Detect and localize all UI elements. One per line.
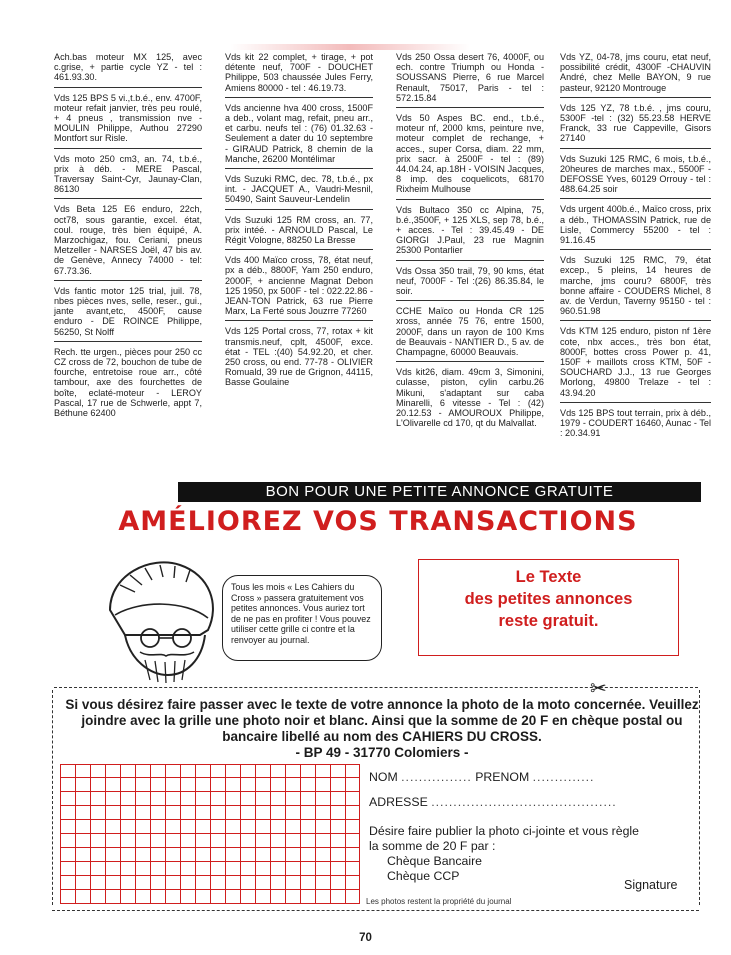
classified-ad: Vds urgent 400b.é., Maïco cross, prix a déb., THOMASSIN Patrick, rue de Lisle, Commercy 55200 - tel : 91.16.45 (560, 204, 711, 250)
coupon-heading: AMÉLIOREZ VOS TRANSACTIONS (118, 506, 638, 537)
prenom-label: PRENOM (475, 770, 530, 784)
classified-ad: CCHE Maïco ou Honda CR 125 xross, année 75 76, entre 1500, 2000F, dans un rayon de 100 Kms de Beauvais - NANTIER D., 5 av. de Champagne, 60000 Beauvais. (396, 306, 544, 362)
order-form (369, 770, 699, 884)
address-row (369, 795, 699, 810)
publish-line-2: la somme de 20 F par : (369, 839, 496, 853)
classified-ad: Vds Ossa 350 trail, 79, 90 kms, état neuf, 7000F - Tel :(26) 86.35.84, le soir. (396, 266, 544, 302)
name-row (369, 770, 699, 785)
classified-ad: Vds 125 BPS 5 vi.,t.b.é., env. 4700F, moteur refait janvier, très peu roulé, + 4 pneus , transmission nve - MOULIN Philippe, Authou 27290 Montfort sur Risle. (54, 93, 202, 149)
notice-line-1: Le Texte (515, 568, 582, 586)
adresse-field[interactable]: .......................................... (431, 795, 617, 809)
classified-ad: Vds Suzuki 125 RMC, 79, état excep., 5 pleins, 14 heures de marche, jms couru? 6800F, très bonne affaire - COUDERS Michel, 8 av. de Verdun, Taverny 95150 - tel : 960.51.98 (560, 255, 711, 321)
notice-line-2: des petites annonces (464, 590, 633, 608)
free-ad-notice (418, 559, 679, 656)
photo-instructions (64, 697, 700, 761)
classified-ad: Vds kit26, diam. 49cm 3, Simonini, culasse, piston, cylin carbu.26 Mikuni, s'adaptant sur caba Minarelli, 6 vitesse - Tel : (42) 20.12.53 - AMOUROUX Philippe, L'Olivarelle cd 170, qt du Malvallat. (396, 367, 544, 429)
classified-ad: Vds Suzuki RMC, dec. 78, t.b.é., px int. - JACQUET A., Vaudri-Mesnil, 50490, Saint Sauveur-Lendelin (225, 174, 373, 210)
coupon-banner: BON POUR UNE PETITE ANNONCE GRATUITE (178, 482, 701, 502)
classified-ad: Vds Suzuki 125 RMC, 6 mois, t.b.é., 20heures de marches max., 5500F -DEFOSSE Yves, 60129 Orrouy - tel : 488.64.25 soir (560, 154, 711, 200)
classified-ad: Vds 125 YZ, 78 t.b.é. , jms couru, 5300F -tel : (32) 55.23.58 HERVE Franck, 33 rue Cappeville, Gisors 27140 (560, 103, 711, 149)
column-3 (396, 52, 544, 438)
classified-ad: Vds Suzuki 125 RM cross, an. 77, prix intéé. - ARNOULD Pascal, Le Régit Vologne, 88250 La Bresse (225, 215, 373, 251)
instructions-text: Si vous désirez faire passer avec le texte de votre annonce la photo de la moto concernée. Veuillez joindre avec la grille une photo noir et blanc. Ainsi que la somme de 20 F en chèque postal ou bancaire libellé au nom des CAHIERS DU CROSS. (65, 697, 699, 744)
classified-ad: Vds moto 250 cm3, an. 74, t.b.é., prix à déb. - MERE Pascal, Traversay Saint-Cyr, Jaunay-Clan, 86130 (54, 154, 202, 200)
classifieds-columns (54, 52, 711, 480)
nom-label: NOM (369, 770, 398, 784)
nom-field[interactable]: ................ (401, 770, 472, 784)
print-smudge (230, 44, 470, 50)
cartoon-rider-illustration (90, 540, 240, 690)
column-4 (560, 52, 711, 448)
classified-ad: Vds 125 Portal cross, 77, rotax + kit transmis.neuf, cplt, 4500F, exce. état - TEL :(40) 54.92.20, et cher. 250 cross, ou end. 77-78 - OLIVIER Romuald, 39 rue de Grignon, 44115, Basse Goulaine (225, 326, 373, 388)
classified-ad: Vds 125 BPS tout terrain, prix à déb., 1979 - COUDERT 16460, Aunac - Tel : 20.34.91 (560, 407, 711, 439)
column-2 (225, 52, 373, 397)
notice-line-3: reste gratuit. (498, 612, 599, 630)
classified-ad: Vds fantic motor 125 trial, juil. 78, nbes pièces nves, selle, reser., gui., jante avant,etc, 4500F, cause enduro - DE ROINCE Philippe, 56250, St Nolff (54, 286, 202, 342)
prenom-field[interactable]: .............. (532, 770, 595, 784)
classified-ad: Vds 400 Maïco cross, 78, état neuf, px a déb., 8800F, Yam 250 enduro, 2000F, + ancienne Magnat Debon 125 1950, px 500F - tel : 022.22.86 -JEAN-TON Patrick, 63 rue Pierre Marx, La Ferté sous Jouzrre 77260 (225, 255, 373, 321)
classified-ad: Vds 50 Aspes BC. end., t.b.é., moteur nf, 2000 kms, peinture nve, moteur complet de rechange, + acces., super Corsa, diam. 22 mm, prix sacr. à 2500F - tel : (89) 44.04.24, ap.18H - VOISIN Jacques, 8 imp. des coquelicots, 68170 Rixheim Mulhouse (396, 113, 544, 200)
postal-address: - BP 49 - 31770 Colomiers - (295, 745, 469, 760)
publish-line-1: Désire faire publier la photo ci-jointe et vous règle (369, 824, 639, 838)
classified-ad: Vds Beta 125 E6 enduro, 22ch, oct78, sous garantie, excel. état, coul. rouge, très bien équipé, A. Marzochigaz, fou. Ceriani, pneus Metzeller - NARSES Joël, 47 bis av. de Genève, Annecy 74000 - tel: 67.73.36. (54, 204, 202, 280)
adresse-label: ADRESSE (369, 795, 428, 809)
payment-option-ccp[interactable]: Chèque CCP (387, 869, 460, 883)
classified-ad: Vds kit 22 complet, + tirage, + pot détente neuf, 700F - DOUCHET Philippe, 503 chaussée Jules Ferry, Amiens 80000 - tel : 46.19.73. (225, 52, 373, 98)
payment-option-bank[interactable]: Chèque Bancaire (387, 854, 483, 868)
ad-text-grid[interactable] (60, 764, 360, 904)
classified-ad: Vds KTM 125 enduro, piston nf 1ère cote, nbx acces., très bon état, 8000F, bottes cross Power p. 41, 150F + maillots cross KTM, 50F - SOUCHARD J.J., 13 rue Georges Morlong, 49800 Trelaze - tel : 43.94.20 (560, 326, 711, 402)
classified-ad: Vds ancienne hva 400 cross, 1500F a deb., volant mag, refait, pneu arr., et carbu. neufs tel : (76) 01.32.63 - Seulement a dater du 10 septembre - GIRAUD Patrick, 8 chemin de la Manche, 26200 Montélimar (225, 103, 373, 169)
column-1 (54, 52, 202, 427)
photo-ownership-note: Les photos restent la propriété du journal (366, 897, 512, 906)
scissors-icon: ✂ (590, 678, 607, 700)
cut-border-left (52, 690, 53, 905)
cut-border-bottom (52, 910, 699, 911)
classified-ad: Vds 250 Ossa desert 76, 4000F, ou ech. contre Triumph ou Honda - SOUSSANS Pierre, 6 rue Marcel Renault, 75017, Paris - tel : 572.15.84 (396, 52, 544, 108)
page-number: 70 (359, 932, 372, 944)
classified-ad: Vds YZ, 04-78, jms couru, etat neuf, possibilité crédit, 4300F -CHAUVIN André, chez Melle BAYON, 9 rue pasteur, 92120 Montrouge (560, 52, 711, 98)
classified-ad: Rech. tte urgen., pièces pour 250 cc CZ cross de 72, bouchon de tube de fourche, entretoise roue arr., côté tambour, axe des fourchettes de boîte, eclaté-moteur - LEROY Pascal, 17 rue de Schwerle, appt 7, Béthune 62400 (54, 346, 202, 419)
signature-label: Signature (624, 878, 678, 892)
classified-ad: Vds Bultaco 350 cc Alpina, 75, b.é.,3500F, + 125 XLS, sep 78, b.é., + acces. - Tel : 39.45.49 - DE GIORGI J.Paul, 23 rue Magnin 25300 Pontarlier (396, 205, 544, 261)
speech-bubble: Tous les mois « Les Cahiers du Cross » passera gratuitement vos petites annonces. Vous auriez tort de ne pas en profiter ! Vous pouvez utiliser cette grille ci contre et la renvoyer au journal. (222, 575, 382, 661)
classified-ad: Ach.bas moteur MX 125, avec c.grise, + partie cycle YZ - tel : 461.93.30. (54, 52, 202, 88)
